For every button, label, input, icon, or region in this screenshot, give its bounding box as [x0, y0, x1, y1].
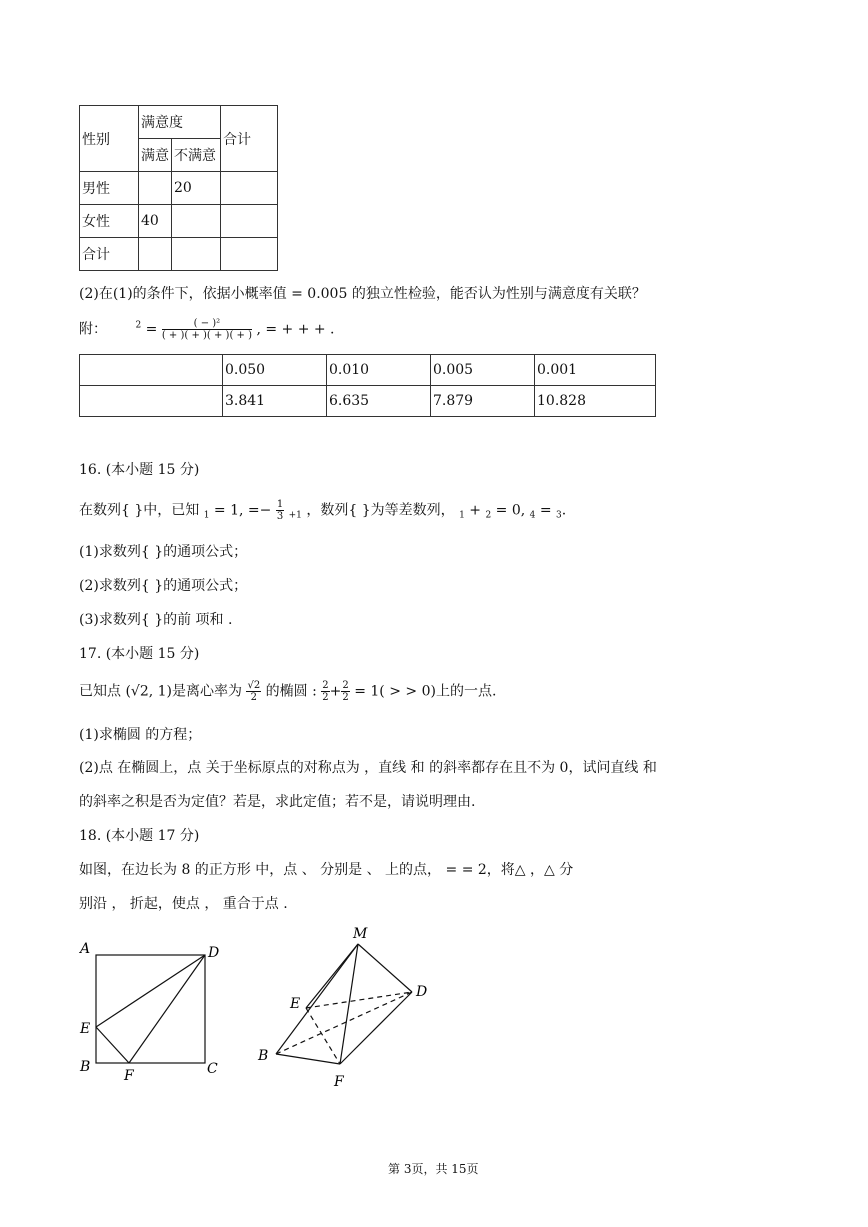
- label-D: D: [208, 945, 220, 961]
- segment-FD: [129, 955, 205, 1063]
- q15-part2: (2)在(1)的条件下，依据小概率值 = 0.005 的独立性检验，能否认为性别与满意度有关联？: [79, 286, 646, 302]
- q16-stem: 在数列{ }中，已知 $_1$ = 1, =− $\frac{1}{3}$ $_{+1}$ ，数列{ }为等差数列， $_1$ + $_2$ = 0, $_4$ = $_3$.: [79, 499, 567, 522]
- edge-ED-hidden: [306, 992, 412, 1008]
- q17-part2-line1: (2)点 在椭圆上，点 关于坐标原点的对称点为 ，直线 和 的斜率都存在且不为 0，试问直线 和: [79, 760, 657, 776]
- table-row: 3.841 6.635 7.879 10.828: [80, 386, 656, 417]
- q16-part2: (2)求数列{ }的通项公式；: [79, 578, 248, 594]
- appendix-formula: 附： $^2$ = $\frac{\text{( − )²}}{( + )( + )( + )( + )}$ , = + + + .: [79, 318, 335, 341]
- edge-MD: [358, 944, 412, 992]
- header-unsatisfied: 不满意: [172, 139, 221, 172]
- label-C: C: [207, 1061, 218, 1077]
- label-B: B: [258, 1048, 269, 1064]
- pyramid-figure: [250, 922, 450, 1092]
- label-D: D: [416, 984, 428, 1000]
- edge-MB: [276, 944, 358, 1054]
- page-footer: 第 3页，共 15页: [388, 1162, 479, 1176]
- label-F: F: [124, 1068, 134, 1084]
- q17-title: 17. (本小题 15 分): [79, 646, 200, 662]
- q18-line2: 别沿 ， 折起，使点 ， 重合于点 .: [79, 896, 288, 912]
- q16-title: 16. (本小题 15 分): [79, 462, 200, 478]
- segment-ED: [96, 955, 205, 1027]
- header-total: 合计: [221, 106, 278, 172]
- table-row: 女性 40: [80, 205, 278, 238]
- q17-part1: (1)求椭圆 的方程；: [79, 727, 202, 743]
- header-satisfaction: 满意度: [139, 106, 221, 139]
- label-E: E: [290, 996, 301, 1012]
- q17-stem: 已知点 (√2, 1)是离心率为 $\frac{√2}{2}$ 的椭圆 : $\frac{2}{2}$ + $\frac{2}{2}$ = 1( > > 0)上的一点.: [79, 680, 497, 703]
- edge-FD: [340, 992, 412, 1064]
- label-A: A: [80, 941, 91, 957]
- edge-BF: [276, 1054, 340, 1064]
- table-row: 0.050 0.010 0.005 0.001: [80, 355, 656, 386]
- table-row: 男性 20: [80, 172, 278, 205]
- chi-square-fraction: $\frac{\text{( − )²}}{( + )( + )( + )( + )}$: [161, 318, 252, 341]
- square-outline: [96, 955, 205, 1063]
- label-B: B: [80, 1059, 91, 1075]
- header-satisfied: 满意: [139, 139, 172, 172]
- critical-value-table: [79, 354, 656, 417]
- label-F: F: [334, 1074, 344, 1090]
- square-figure: [70, 935, 230, 1085]
- satisfaction-table: [79, 105, 278, 271]
- q17-part2-line2: 的斜率之积是否为定值？若是，求此定值；若不是，请说明理由.: [79, 794, 476, 810]
- edge-EF-hidden: [306, 1008, 340, 1064]
- segment-EF: [96, 1027, 129, 1063]
- q16-part1: (1)求数列{ }的通项公式；: [79, 544, 248, 560]
- q18-line1: 如图，在边长为 8 的正方形 中，点 、 分别是 、 上的点， = = 2，将△ ，△ 分: [79, 862, 574, 878]
- q16-part3: (3)求数列{ }的前 项和 .: [79, 612, 233, 628]
- label-M: M: [353, 926, 368, 942]
- label-E: E: [80, 1021, 91, 1037]
- table-row: 合计: [80, 238, 278, 271]
- header-gender: 性别: [80, 106, 139, 172]
- q18-title: 18. (本小题 17 分): [79, 828, 200, 844]
